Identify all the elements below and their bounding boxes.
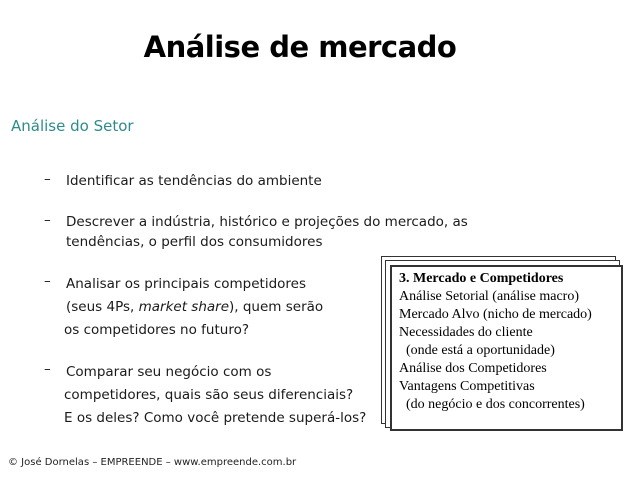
bullet-line: Descrever a indústria, histórico e projeções do mercado, as [66,214,468,230]
box-heading: 3. Mercado e Competidores [399,271,564,286]
bullet-item [66,212,468,252]
footer-copyright: © José Dornelas – EMPREENDE – www.empreende.com.br [8,457,297,468]
box-line: (onde está a oportunidade) [406,343,555,358]
box-line: (do negócio e dos concorrentes) [406,397,585,412]
bullet-line [66,296,323,319]
bullet-line: E os deles? Como você pretende superá-los? [64,410,367,426]
bullet-item [66,273,323,342]
bullet-text: ), quem serão [229,299,324,315]
bullet-line: competidores, quais são seus diferenciais? [64,387,354,403]
box-line: Análise dos Competidores [399,361,547,376]
bullet-dash: – [44,273,51,289]
bullet-line: Identificar as tendências do ambiente [66,173,322,189]
business-plan-section-box [390,265,623,431]
bullet-dash: – [44,171,51,187]
bullet-line: tendências, o perfil dos consumidores [66,234,323,250]
bullet-line: os competidores no futuro? [64,322,249,338]
box-line: Análise Setorial (análise macro) [399,289,579,304]
bullet-line: Comparar seu negócio com os [66,364,272,380]
box-line: Mercado Alvo (nicho de mercado) [399,307,592,322]
box-line: Vantagens Competitivas [399,379,535,394]
section-subtitle: Análise do Setor [11,117,134,135]
bullet-dash: – [44,361,51,377]
box-line: Necessidades do cliente [399,325,533,340]
bullet-item [66,361,366,430]
bullet-italic-text: market share [138,299,230,315]
slide-title: Análise de mercado [143,30,457,64]
bullet-item [66,171,322,191]
bullet-text: (seus 4Ps, [66,299,139,315]
bullet-dash: – [44,212,51,228]
bullet-line: Analisar os principais competidores [66,276,306,292]
